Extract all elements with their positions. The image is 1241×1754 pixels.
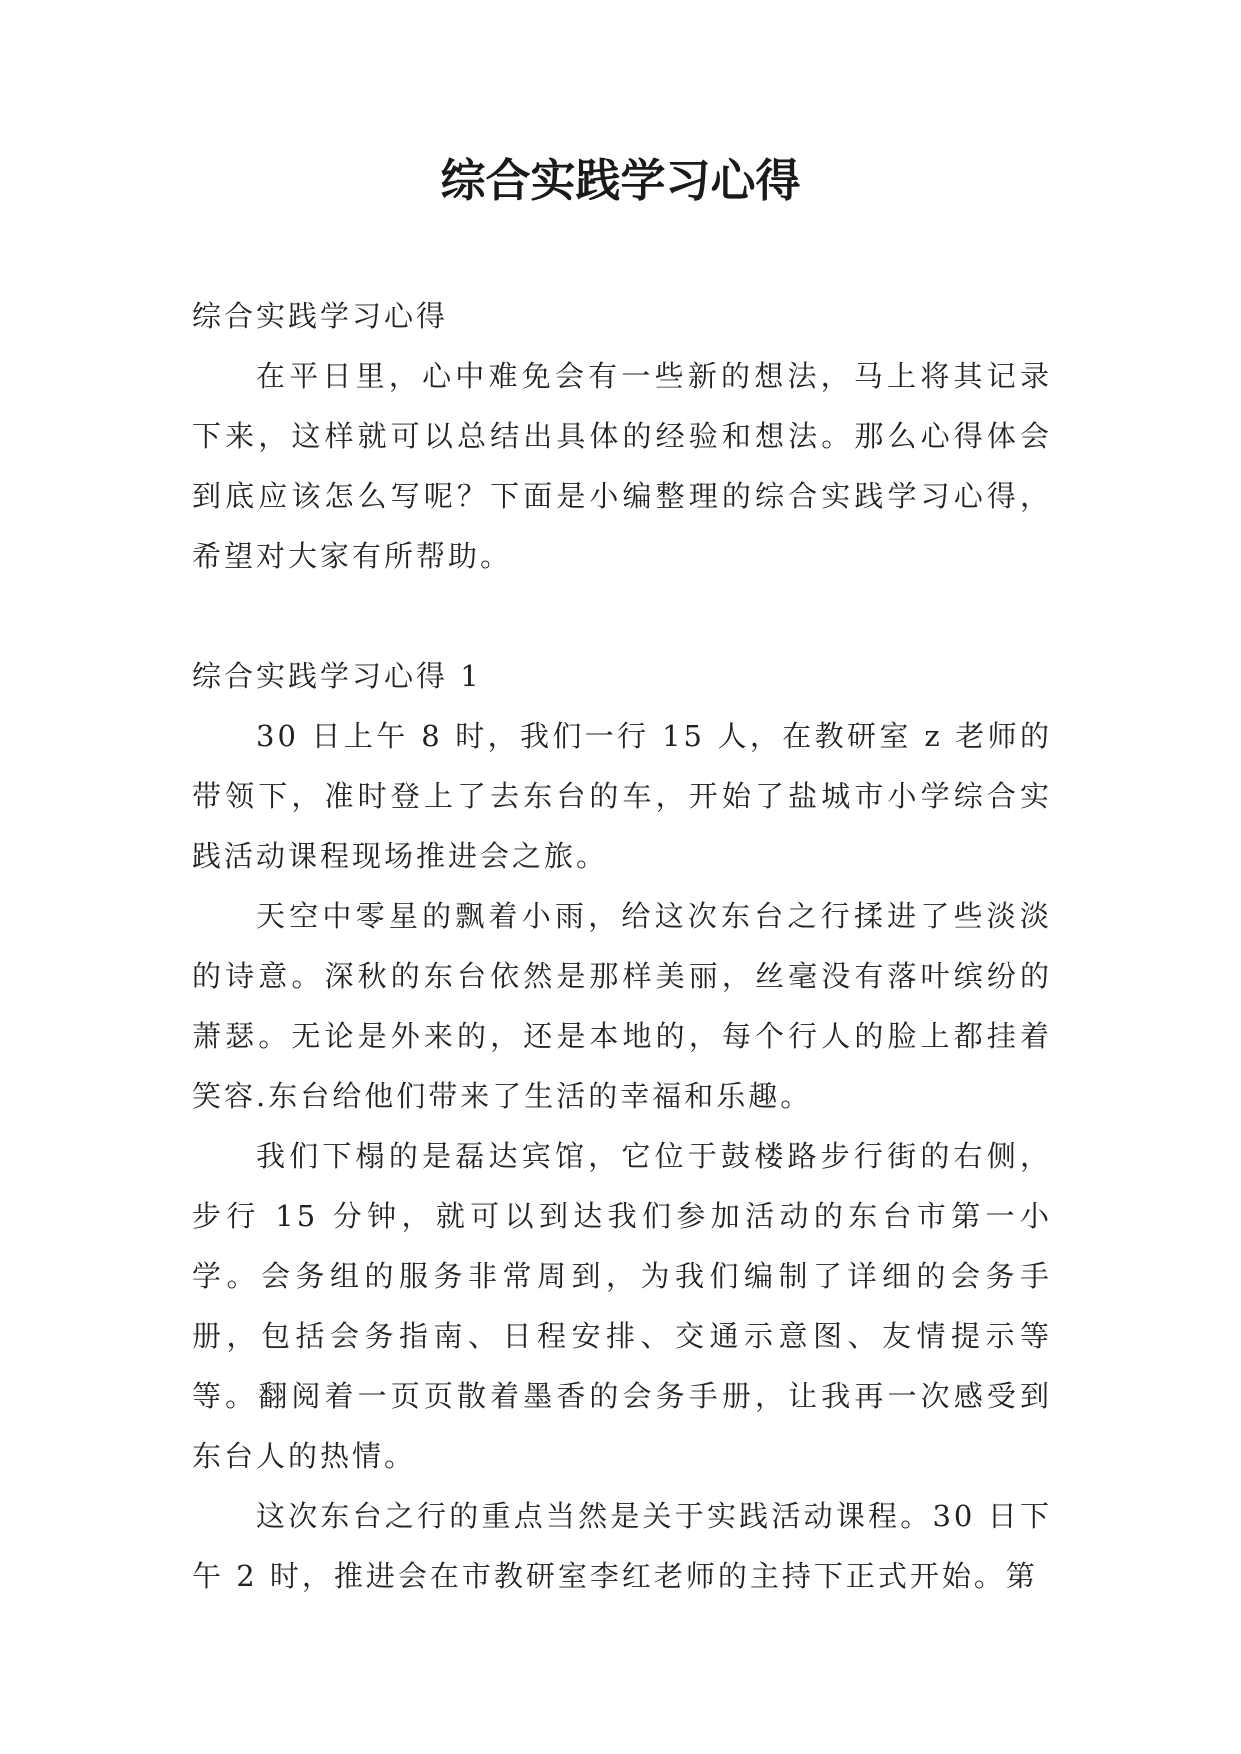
document-title: 综合实践学习心得 [440,154,801,207]
body-paragraph: 30 日上午 8 时，我们一行 15 人，在教研室 z 老师的带领下，准时登上了去东台的车，开始了盐城市小学综合实践活动课程现场推进会之旅。 [192,719,1052,873]
body-paragraph: 这次东台之行的重点当然是关于实践活动课程。30 日下午 2 时，推进会在市教研室李红老师的主持下正式开始。第 [192,1499,1052,1593]
intro-heading: 综合实践学习心得 [192,299,449,333]
document-body [192,286,1052,1606]
body-paragraph: 天空中零星的飘着小雨，给这次东台之行揉进了些淡淡的诗意。深秋的东台依然是那样美丽，丝毫没有落叶缤纷的萧瑟。无论是外来的，还是本地的，每个行人的脸上都挂着笑容.东台给他们带来了生活的幸福和乐趣。 [192,899,1052,1113]
section-heading: 综合实践学习心得 1 [192,659,482,693]
intro-paragraph: 在平日里，心中难免会有一些新的想法，马上将其记录下来，这样就可以总结出具体的经验和想法。那么心得体会到底应该怎么写呢？下面是小编整理的综合实践学习心得，希望对大家有所帮助。 [192,359,1052,573]
body-paragraph: 我们下榻的是磊达宾馆，它位于鼓楼路步行街的右侧，步行 15 分钟，就可以到达我们参加活动的东台市第一小学。会务组的服务非常周到，为我们编制了详细的会务手册，包括会务指南、日程安排、交通示意图、友情提示等等。翻阅着一页页散着墨香的会务手册，让我再一次感受到东台人的热情。 [192,1139,1052,1473]
section-spacer [192,586,1052,646]
